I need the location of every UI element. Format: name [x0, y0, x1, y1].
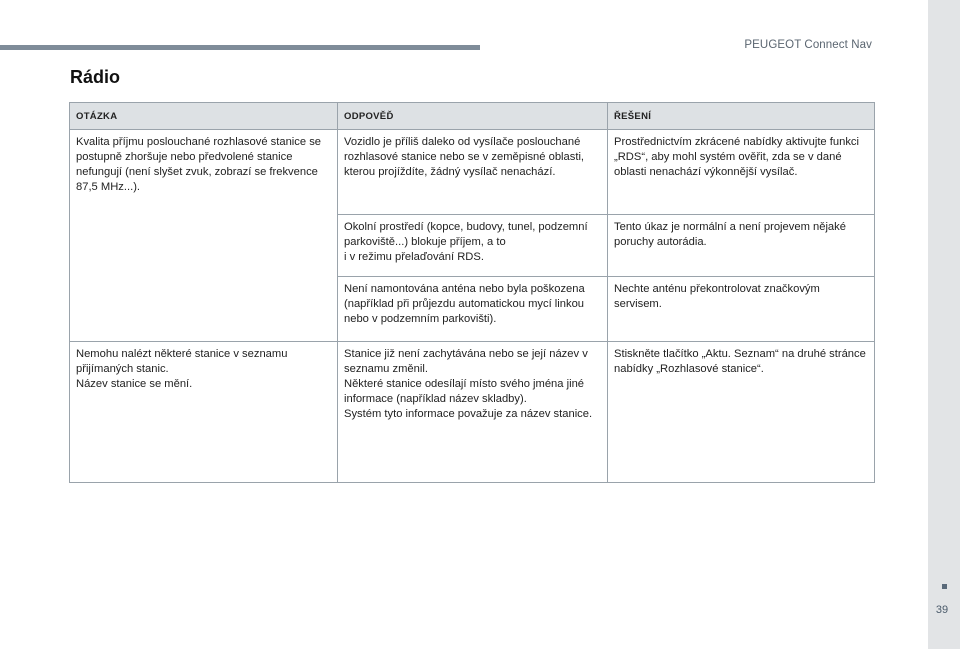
column-header-solution: ŘEŠENÍ: [608, 103, 875, 130]
solution-cell: Prostřednictvím zkrácené nabídky aktivujte funkci „RDS“, aby mohl systém ověřit, zda se v dané oblasti nenachází výkonnější vysílač.: [608, 130, 875, 215]
question-cell: Kvalita příjmu poslouchané rozhlasové stanice se postupně zhoršuje nebo předvolené stanice nefungují (není slyšet zvuk, zobrazí se frekvence 87,5 MHz...).: [70, 130, 338, 342]
section-title: Rádio: [70, 67, 121, 87]
answer-cell: Vozidlo je příliš daleko od vysílače poslouchané rozhlasové stanice nebo se v zeměpisné oblasti, kterou projíždíte, žádný vysílač nenachází.: [338, 130, 608, 215]
answer-cell: Okolní prostředí (kopce, budovy, tunel, podzemní parkoviště...) blokuje příjem, a to i v režimu přelaďování RDS.: [338, 215, 608, 277]
table-header-row: [70, 103, 875, 130]
document-header-title: PEUGEOT Connect Nav: [744, 39, 872, 51]
page-edge-strip: [928, 0, 960, 649]
header-rule: [0, 45, 480, 50]
answer-cell: Stanice již není zachytávána nebo se její název v seznamu změnil. Některé stanice odesílají místo svého jména jiné informace (například název skladby). Systém tyto informace považuje za název stanice.: [338, 342, 608, 483]
page-marker-icon: [942, 584, 947, 589]
solution-cell: Stiskněte tlačítko „Aktu. Seznam“ na druhé stránce nabídky „Rozhlasové stanice“.: [608, 342, 875, 483]
answer-cell: Není namontována anténa nebo byla poškozena (například při průjezdu automatickou mycí linkou nebo v podzemním parkovišti).: [338, 277, 608, 342]
page-number: 39: [935, 604, 949, 616]
solution-cell: Tento úkaz je normální a není projevem nějaké poruchy autorádia.: [608, 215, 875, 277]
column-header-answer: ODPOVĚĎ: [338, 103, 608, 130]
table-row: [70, 342, 875, 483]
faq-table: [69, 102, 875, 483]
table-row: [70, 130, 875, 215]
column-header-question: OTÁZKA: [70, 103, 338, 130]
solution-cell: Nechte anténu překontrolovat značkovým servisem.: [608, 277, 875, 342]
question-cell: Nemohu nalézt některé stanice v seznamu přijímaných stanic. Název stanice se mění.: [70, 342, 338, 483]
